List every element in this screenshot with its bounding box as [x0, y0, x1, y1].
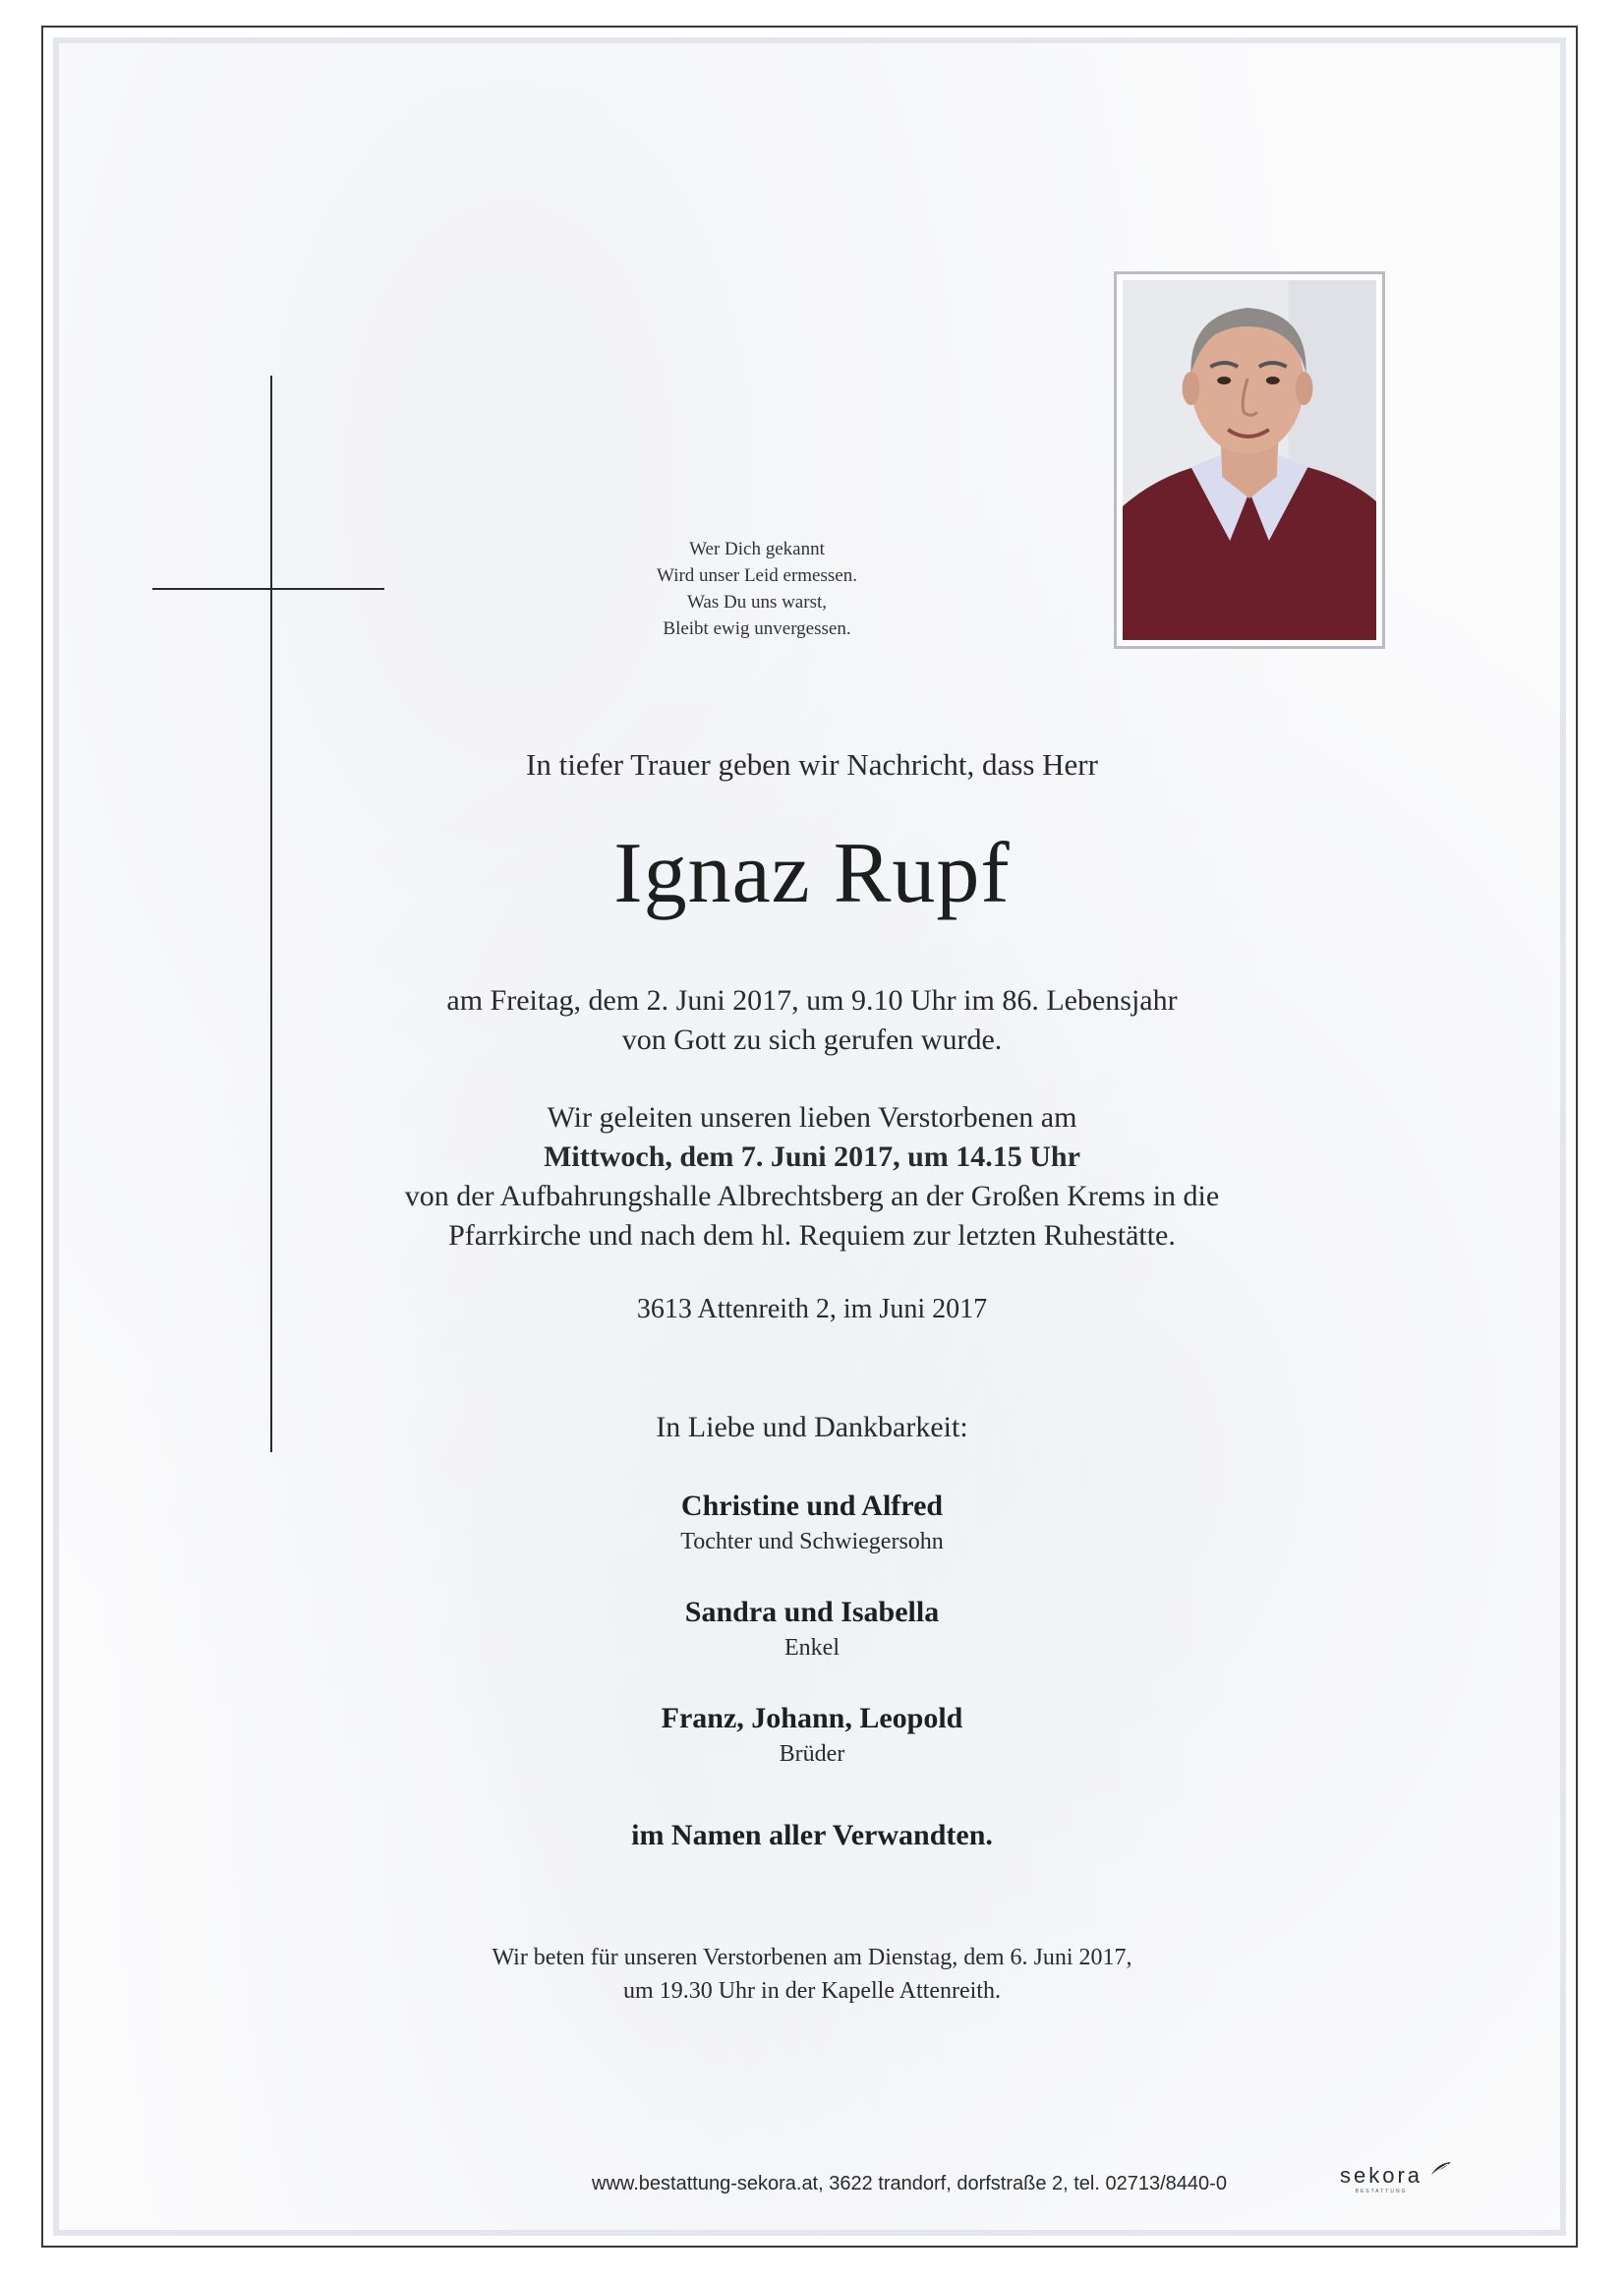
prayer-line: Wir beten für unseren Verstorbenen am Dienstag, dem 6. Juni 2017, [492, 1945, 1132, 1970]
funeral-date: Mittwoch, dem 7. Juni 2017, um 14.15 Uhr [544, 1140, 1080, 1173]
intro-text: In tiefer Trauer geben wir Nachricht, dass Herr [526, 747, 1098, 782]
portrait-photo [1123, 280, 1376, 640]
funeral-line: Pfarrkirche und nach dem hl. Requiem zur letzten Ruhestätte. [448, 1219, 1176, 1252]
leaf-icon [1430, 2161, 1452, 2177]
funeral-line: Wir geleiten unseren lieben Verstorbenen am [547, 1101, 1077, 1134]
family-member-role: Enkel [784, 1635, 840, 1661]
funeral-line: von der Aufbahrungshalle Albrechtsberg an der Großen Krems in die [404, 1180, 1220, 1212]
death-notice [0, 981, 1624, 1060]
cross-icon-horizontal [152, 588, 384, 590]
family-group [0, 1487, 1624, 1557]
deceased-name: Ignaz Rupf [613, 826, 1011, 921]
family-member-name: Sandra und Isabella [684, 1596, 940, 1628]
family-group [0, 1699, 1624, 1770]
family-member-role: Brüder [779, 1741, 845, 1767]
footer-contact: www.bestattung-sekora.at, 3622 trandorf, dorfstraße 2, tel. 02713/8440-0 [592, 2173, 1227, 2194]
logo-word: sekora [1340, 2163, 1423, 2188]
memorial-poem [580, 536, 934, 642]
family-list [0, 1487, 1624, 1805]
relatives-line: im Namen aller Verwandten. [631, 1819, 993, 1851]
family-member-role: Tochter und Schwiegersohn [680, 1529, 944, 1554]
sekora-logo [1340, 2163, 1422, 2194]
poem-line: Wer Dich gekannt [689, 539, 825, 559]
death-line: am Freitag, dem 2. Juni 2017, um 9.10 Uhr im 86. Lebensjahr [446, 984, 1178, 1017]
family-member-name: Franz, Johann, Leopold [661, 1702, 963, 1734]
family-member-name: Christine und Alfred [680, 1490, 944, 1522]
prayer-notice [0, 1941, 1624, 2008]
poem-line: Wird unser Leid ermessen. [657, 565, 857, 586]
death-line: von Gott zu sich gerufen wurde. [621, 1024, 1003, 1056]
funeral-notice [0, 1098, 1624, 1256]
thanks-heading: In Liebe und Dankbarkeit: [656, 1411, 968, 1443]
prayer-line: um 19.30 Uhr in der Kapelle Attenreith. [623, 1978, 1001, 2004]
portrait-frame [1114, 271, 1385, 649]
family-group [0, 1593, 1624, 1664]
place-date: 3613 Attenreith 2, im Juni 2017 [636, 1294, 988, 1324]
logo-subtitle: BESTATTUNG [1355, 2189, 1408, 2194]
poem-line: Bleibt ewig unvergessen. [663, 618, 851, 639]
poem-line: Was Du uns warst, [686, 592, 827, 613]
